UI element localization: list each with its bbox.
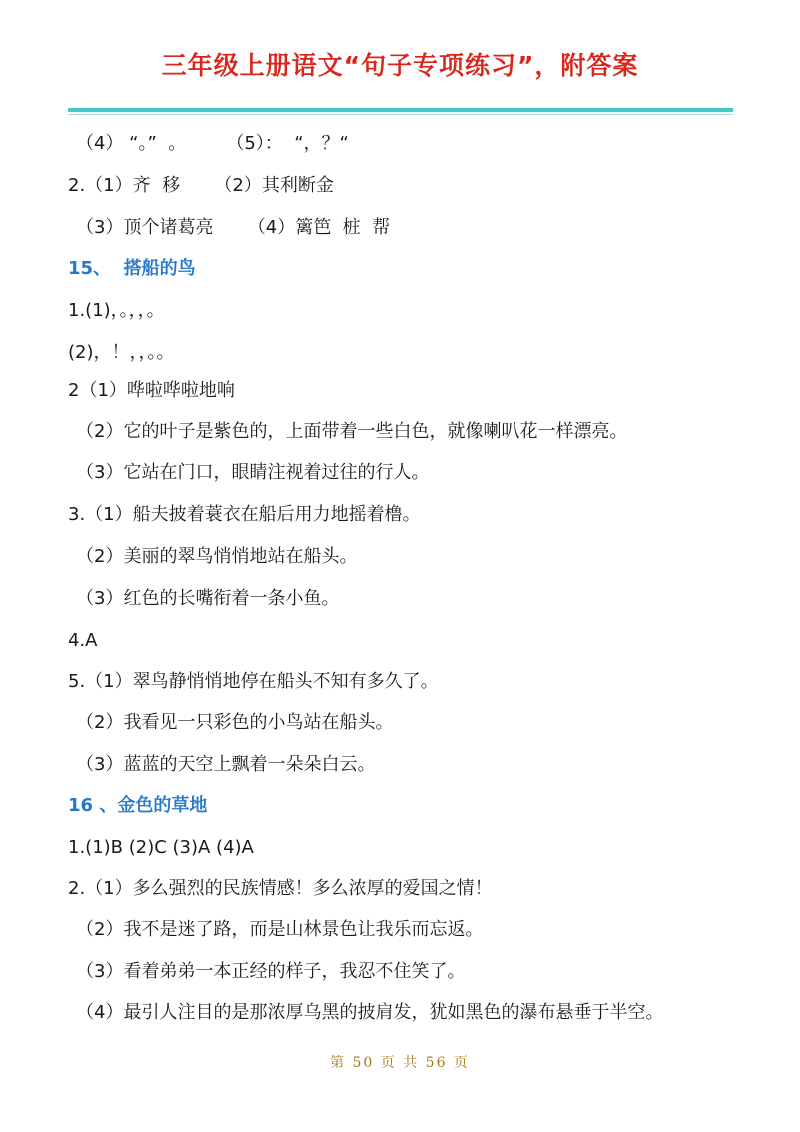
page-number: 第 50 页 共 56 页 (330, 1055, 470, 1071)
answer-line: （2）我不是迷了路，而是山林景色让我乐而忘返。 (76, 919, 484, 940)
answer-line: （2）我看见一只彩色的小鸟站在船头。 (76, 712, 394, 733)
page-title: 三年级上册语文“句子专项练习”，附答案 (161, 51, 639, 80)
answer-line: 2.（1）多么强烈的民族情感！多么浓厚的爱国之情！ (68, 878, 493, 899)
answer-line: （3）看着弟弟一本正经的样子，我忍不住笑了。 (76, 961, 466, 982)
section-heading: 16 、金色的草地 (68, 795, 208, 816)
answer-line: （4） “。” 。 （5）： “，？“ (76, 133, 349, 154)
answer-line: （4）最引人注目的是那浓厚乌黑的披肩发，犹如黑色的瀑布悬垂于半空。 (76, 1002, 664, 1023)
answer-line: （3）它站在门口，眼睛注视着过往的行人。 (76, 462, 430, 483)
answer-line: 5.（1）翠鸟静悄悄地停在船头不知有多久了。 (68, 671, 439, 692)
answer-line: （2）美丽的翠鸟悄悄地站在船头。 (76, 546, 358, 567)
answer-line: (2)，！，，。。 (68, 342, 175, 363)
answer-line: 3.（1）船夫披着蓑衣在船后用力地摇着橹。 (68, 504, 421, 525)
answer-line: 2（1）哗啦哗啦地响 (68, 380, 235, 401)
answer-line: 1.(1)，。，，。 (68, 300, 165, 321)
answer-line: （2）它的叶子是紫色的，上面带着一些白色，就像喇叭花一样漂亮。 (76, 421, 628, 442)
answer-line: （3）顶个诸葛亮 （4）篱笆 桩 帮 (76, 217, 391, 238)
section-heading: 15、 搭船的鸟 (68, 258, 196, 279)
answer-line: 1.(1)B (2)C (3)A (4)A (68, 837, 254, 858)
answer-line: 2.（1）齐 移 （2）其利断金 (68, 175, 334, 196)
header-rule-thin (68, 114, 733, 115)
answer-line: 4.A (68, 630, 98, 651)
answer-line: （3）红色的长嘴衔着一条小鱼。 (76, 588, 340, 609)
header-rule (68, 108, 733, 112)
answer-line: （3）蓝蓝的天空上飘着一朵朵白云。 (76, 754, 376, 775)
